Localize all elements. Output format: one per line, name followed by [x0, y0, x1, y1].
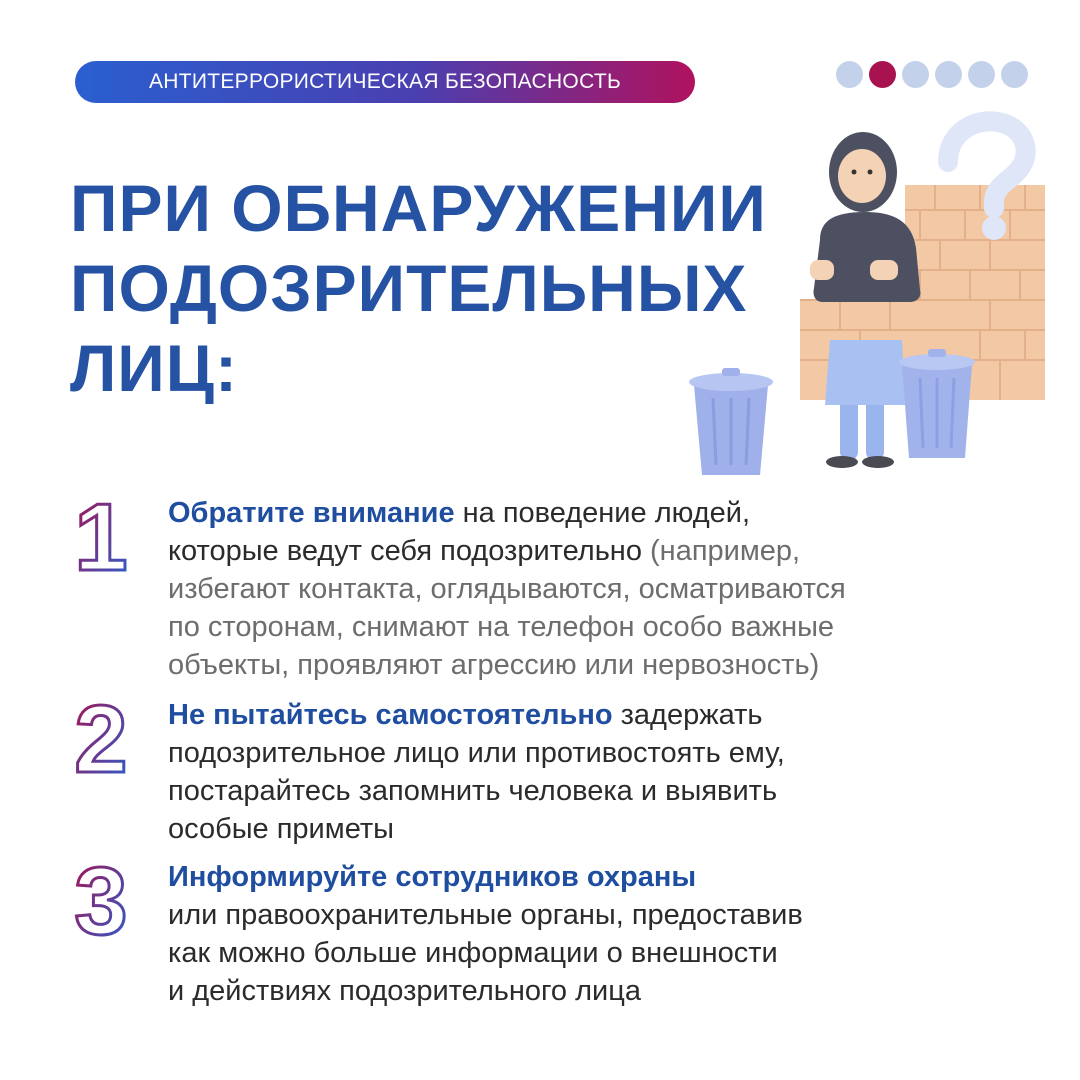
svg-text:1: 1 — [74, 494, 128, 576]
item-line: особые приметы — [168, 813, 394, 845]
slide-dot[interactable] — [935, 61, 962, 88]
item-line: избегают контакта, оглядываются, осматриваются — [168, 573, 846, 605]
suspicious-person-illustration — [680, 100, 1060, 480]
svg-text:2: 2 — [74, 696, 128, 778]
slide-dot-active[interactable] — [869, 61, 896, 88]
item-line: и действиях подозрительного лица — [168, 975, 641, 1007]
hooded-person-icon — [810, 132, 920, 468]
slide-dot[interactable] — [968, 61, 995, 88]
item-line: объекты, проявляют агрессию или нервозность) — [168, 649, 820, 681]
number-badge — [66, 696, 136, 778]
item-line: подозрительное лицо или противостоять ему, — [168, 737, 785, 769]
item-line: или правоохранительные органы, предоставив — [168, 899, 803, 931]
trash-can-icon — [689, 368, 773, 475]
item-text — [168, 494, 1028, 684]
title-line: ПОДОЗРИТЕЛЬНЫХ — [70, 251, 748, 325]
slide-dot[interactable] — [836, 61, 863, 88]
slide-indicator — [836, 61, 1028, 88]
number-badge — [66, 858, 136, 940]
item-lead: Не пытайтесь самостоятельно — [168, 699, 613, 731]
item-lead: Информируйте сотрудников охраны — [168, 861, 697, 893]
item-text — [168, 696, 1028, 848]
page-title — [70, 168, 767, 408]
item-line: по сторонам, снимают на телефон особо важные — [168, 611, 835, 643]
item-text — [168, 858, 1028, 1010]
trash-can-icon — [899, 349, 975, 458]
item-line: Обратите внимание на поведение людей, — [168, 497, 751, 529]
item-line: которые ведут себя подозрительно (например, — [168, 535, 801, 567]
category-tag: АНТИТЕРРОРИСТИЧЕСКАЯ БЕЗОПАСНОСТЬ — [75, 61, 695, 103]
svg-text:3: 3 — [74, 858, 128, 940]
item-lead: Обратите внимание — [168, 497, 455, 529]
slide-dot[interactable] — [902, 61, 929, 88]
number-badge — [66, 494, 136, 576]
item-line: постарайтесь запомнить человека и выявить — [168, 775, 778, 807]
slide-dot[interactable] — [1001, 61, 1028, 88]
title-line: ЛИЦ: — [70, 331, 238, 405]
title-line: ПРИ ОБНАРУЖЕНИИ — [70, 171, 767, 245]
item-line: как можно больше информации о внешности — [168, 937, 778, 969]
item-line: Не пытайтесь самостоятельно задержать — [168, 699, 763, 731]
